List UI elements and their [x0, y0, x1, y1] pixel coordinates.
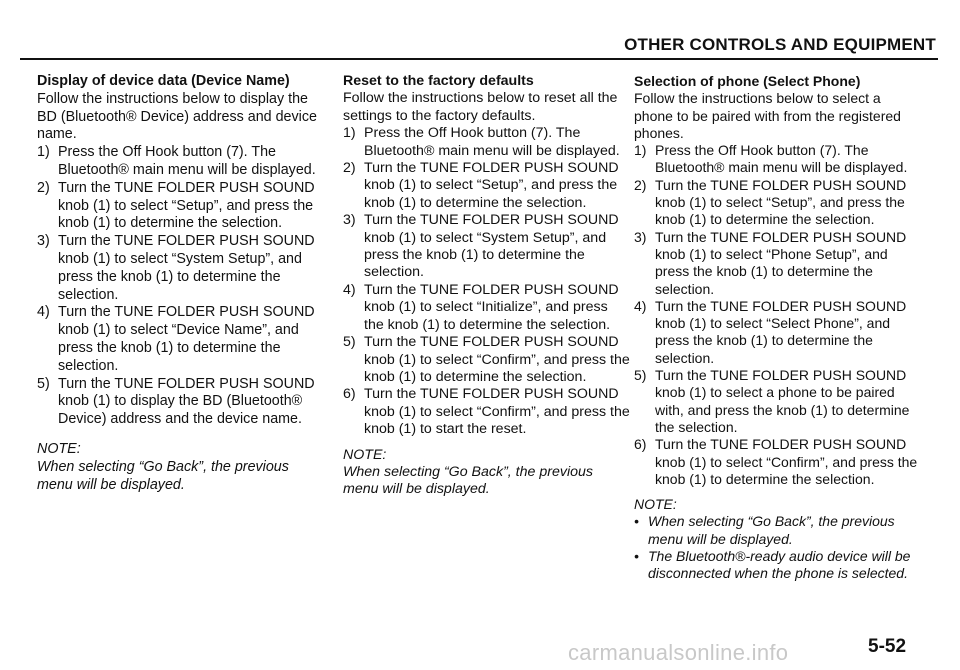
- step-text: Turn the TUNE FOLDER PUSH SOUND knob (1) to select “Setup”, and press the knob (1) to determine the selection.: [364, 160, 619, 211]
- section-title: Display of device data (Device Name): [37, 73, 290, 89]
- step-number: 2): [634, 176, 647, 193]
- note-bullet-list: [634, 513, 920, 582]
- step-item: [343, 334, 631, 386]
- step-text: Turn the TUNE FOLDER PUSH SOUND knob (1) to select “Select Phone”, and press the knob (1) to determine the selection.: [655, 297, 907, 366]
- step-number: 3): [634, 228, 647, 245]
- step-item: [37, 304, 325, 375]
- step-text: Turn the TUNE FOLDER PUSH SOUND knob (1) to select “Phone Setup”, and press the knob (1) to determine the selection.: [655, 228, 907, 297]
- step-text: Turn the TUNE FOLDER PUSH SOUND knob (1) to select “Setup”, and press the knob (1) to determine the selection.: [655, 176, 907, 228]
- step-text: Turn the TUNE FOLDER PUSH SOUND knob (1) to select “System Setup”, and press the knob (1) to determine the selection.: [58, 233, 315, 303]
- step-text: Press the Off Hook button (7). The Bluetooth® main menu will be displayed.: [364, 125, 620, 159]
- section-title: Reset to the factory defaults: [343, 73, 534, 89]
- step-item: [37, 144, 325, 180]
- step-item: [634, 142, 920, 177]
- page-header-title: OTHER CONTROLS AND EQUIPMENT: [624, 35, 936, 54]
- step-number: 4): [37, 304, 50, 321]
- steps-list: [343, 125, 631, 438]
- note: [343, 447, 631, 499]
- step-item: [634, 367, 920, 436]
- section-title: Selection of phone (Select Phone): [634, 73, 861, 89]
- note: [634, 496, 920, 582]
- note-bullet: • When selecting “Go Back”, the previous menu will be displayed.: [634, 513, 920, 548]
- step-number: 5): [37, 375, 50, 392]
- step-text: Turn the TUNE FOLDER PUSH SOUND knob (1) to select “Confirm”, and press the knob (1) to determine the selection.: [655, 436, 918, 487]
- step-text: Press the Off Hook button (7). The Bluetooth® main menu will be displayed.: [655, 142, 908, 176]
- step-item: [634, 436, 920, 488]
- page-number: 5-52: [868, 636, 907, 657]
- section-factory-reset: [343, 73, 631, 499]
- steps-list: [634, 142, 920, 488]
- step-number: 6): [634, 436, 647, 453]
- step-number: 2): [343, 160, 356, 177]
- step-number: 5): [634, 367, 647, 384]
- watermark: carmanualsonline.info: [568, 640, 789, 665]
- step-text: Turn the TUNE FOLDER PUSH SOUND knob (1) to select “Confirm”, and press the knob (1) to start the reset.: [364, 386, 630, 438]
- note-label: NOTE:: [634, 496, 677, 513]
- step-text: Turn the TUNE FOLDER PUSH SOUND knob (1) to select “Initialize”, and press the knob (1) to determine the selection.: [364, 281, 619, 333]
- step-item: [634, 229, 920, 298]
- note-text: When selecting “Go Back”, the previous menu will be displayed.: [37, 458, 289, 493]
- section-select-phone: [634, 73, 920, 583]
- section-intro: Follow the instructions below to select a phone to be paired with from the registered phones.: [634, 90, 901, 141]
- step-item: [343, 386, 631, 438]
- step-number: 2): [37, 179, 50, 196]
- step-number: 3): [37, 233, 50, 250]
- step-text: Turn the TUNE FOLDER PUSH SOUND knob (1) to select “Setup”, and press the knob (1) to determine the selection.: [58, 179, 315, 232]
- step-number: 3): [343, 212, 356, 229]
- note-text: When selecting “Go Back”, the previous menu will be displayed.: [343, 463, 593, 498]
- section-intro: Follow the instructions below to display the BD (Bluetooth® Device) address and device name.: [37, 90, 317, 143]
- note-label: NOTE:: [37, 440, 81, 457]
- step-number: 5): [343, 334, 356, 351]
- step-item: [343, 125, 631, 160]
- step-item: [634, 177, 920, 229]
- step-item: [343, 282, 631, 334]
- step-number: 4): [634, 297, 647, 314]
- section-device-name: [37, 73, 325, 494]
- step-text: Turn the TUNE FOLDER PUSH SOUND knob (1) to select a phone to be paired with, and press the knob (1) to determine the selection.: [655, 367, 910, 435]
- step-number: 1): [37, 144, 50, 161]
- step-number: 4): [343, 281, 356, 298]
- step-item: [37, 376, 325, 429]
- step-item: [37, 180, 325, 233]
- steps-list: [37, 144, 325, 429]
- step-item: [634, 298, 920, 367]
- step-item: [343, 212, 631, 282]
- step-number: 1): [634, 142, 647, 159]
- note-label: NOTE:: [343, 446, 387, 463]
- step-text: Press the Off Hook button (7). The Bluetooth® main menu will be displayed.: [58, 144, 316, 178]
- note-bullet: • The Bluetooth®-ready audio device will be disconnected when the phone is selected.: [634, 548, 920, 583]
- step-text: Turn the TUNE FOLDER PUSH SOUND knob (1) to select “System Setup”, and press the knob (1) to determine the selection.: [364, 212, 619, 281]
- step-number: 6): [343, 386, 356, 403]
- step-text: Turn the TUNE FOLDER PUSH SOUND knob (1) to select “Device Name”, and press the knob (1) to determine the selection.: [58, 304, 315, 374]
- header-divider: [20, 58, 938, 60]
- section-intro: Follow the instructions below to reset all the settings to the factory defaults.: [343, 90, 618, 124]
- step-text: Turn the TUNE FOLDER PUSH SOUND knob (1) to select “Confirm”, and press the knob (1) to determine the selection.: [364, 334, 630, 385]
- note: [37, 441, 325, 494]
- step-text: Turn the TUNE FOLDER PUSH SOUND knob (1) to display the BD (Bluetooth® Device) address and the device name.: [58, 375, 315, 428]
- step-item: [37, 233, 325, 304]
- step-number: 1): [343, 125, 356, 142]
- step-item: [343, 160, 631, 212]
